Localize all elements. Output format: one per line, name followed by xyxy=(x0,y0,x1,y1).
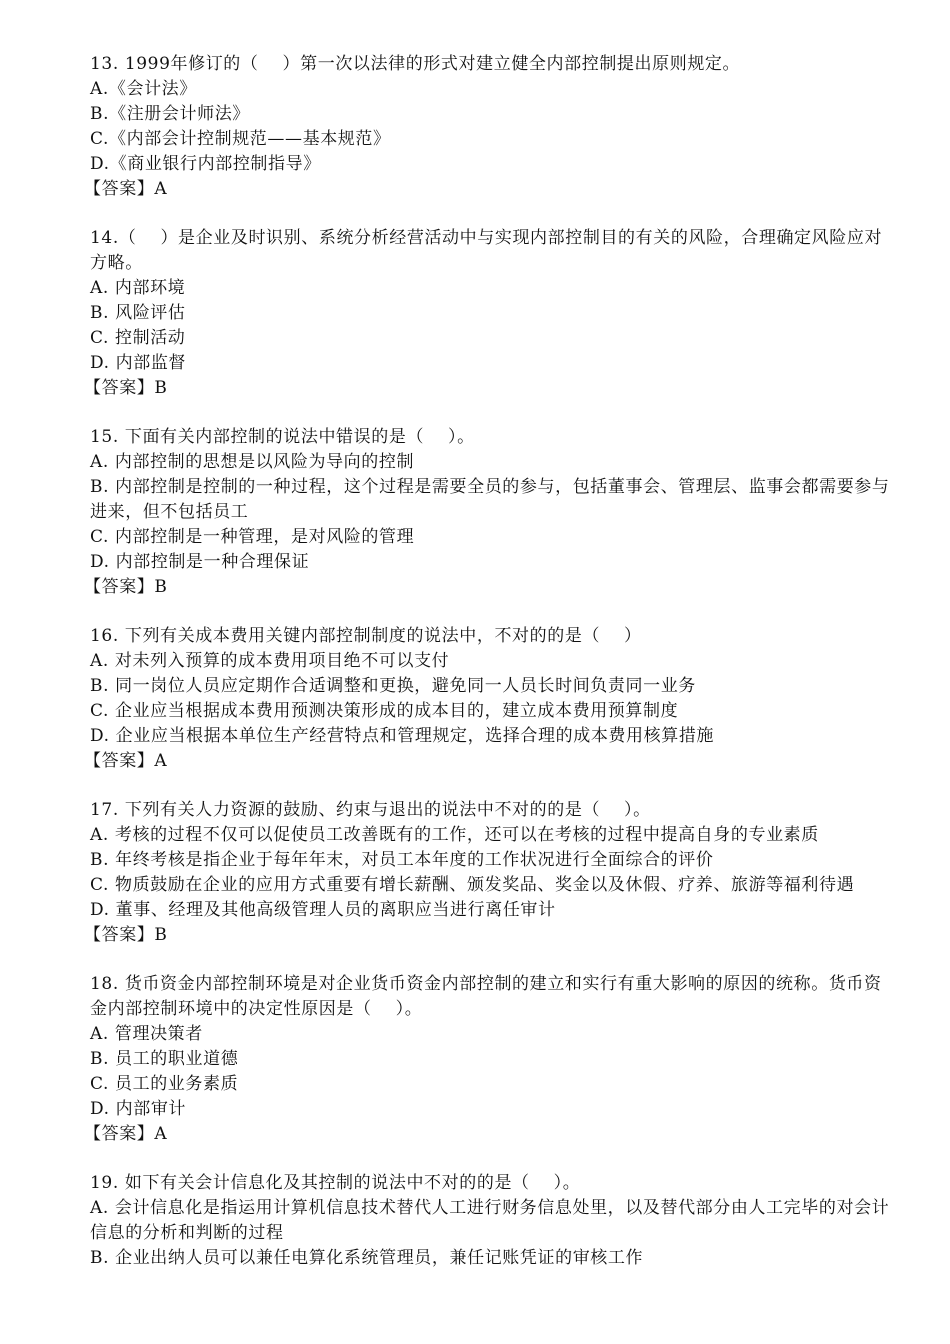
question-13 xyxy=(84,52,890,202)
option-b: B. 年终考核是指企业于每年年末，对员工本年度的工作状况进行全面综合的评价 xyxy=(90,850,714,870)
option-d: D.《商业银行内部控制指导》 xyxy=(90,154,321,174)
question-stem: 17. 下列有关人力资源的鼓励、约束与退出的说法中不对的的是（ ）。 xyxy=(90,800,651,820)
option-a: A. 考核的过程不仅可以促使员工改善既有的工作，还可以在考核的过程中提高自身的专业素质 xyxy=(90,825,819,845)
option-b: B. 内部控制是控制的一种过程，这个过程是需要全员的参与，包括董事会、管理层、监事会都需要参与进来，但不包括员工 xyxy=(90,477,890,522)
answer-line: 【答案】B xyxy=(84,577,168,597)
option-b: B. 企业出纳人员可以兼任电算化系统管理员，兼任记账凭证的审核工作 xyxy=(90,1248,644,1268)
question-stem: 18. 货币资金内部控制环境是对企业货币资金内部控制的建立和实行有重大影响的原因的统称。货币资金内部控制环境中的决定性原因是（ ）。 xyxy=(90,974,882,1019)
option-c: C. 员工的业务素质 xyxy=(90,1074,239,1094)
option-c: C. 物质鼓励在企业的应用方式重要有增长薪酬、颁发奖品、奖金以及休假、疗养、旅游等福利待遇 xyxy=(90,875,855,895)
option-b: B. 同一岗位人员应定期作合适调整和更换，避免同一人员长时间负责同一业务 xyxy=(90,676,696,696)
question-stem: 19. 如下有关会计信息化及其控制的说法中不对的的是（ ）。 xyxy=(90,1173,581,1193)
option-a: A.《会计法》 xyxy=(90,79,197,99)
option-a: A. 内部环境 xyxy=(90,278,186,298)
option-d: D. 内部审计 xyxy=(90,1099,187,1119)
option-a: A. 管理决策者 xyxy=(90,1024,203,1044)
document-page xyxy=(84,52,890,1295)
question-15 xyxy=(84,425,890,600)
option-a: A. 对未列入预算的成本费用项目绝不可以支付 xyxy=(90,651,450,671)
option-a: A. 会计信息化是指运用计算机信息技术替代人工进行财务信息处里，以及替代部分由人工完毕的对会计信息的分析和判断的过程 xyxy=(90,1198,890,1243)
answer-line: 【答案】A xyxy=(84,179,168,199)
question-18 xyxy=(84,972,890,1147)
option-d: D. 内部监督 xyxy=(90,353,187,373)
question-stem: 15. 下面有关内部控制的说法中错误的是（ ）。 xyxy=(90,427,475,447)
option-d: D. 内部控制是一种合理保证 xyxy=(90,552,310,572)
option-c: C.《内部会计控制规范——基本规范》 xyxy=(90,129,391,149)
option-c: C. 控制活动 xyxy=(90,328,186,348)
option-b: B. 员工的职业道德 xyxy=(90,1049,239,1069)
answer-line: 【答案】A xyxy=(84,1124,168,1144)
question-17 xyxy=(84,798,890,948)
answer-line: 【答案】B xyxy=(84,378,168,398)
option-a: A. 内部控制的思想是以风险为导向的控制 xyxy=(90,452,415,472)
answer-line: 【答案】A xyxy=(84,751,168,771)
option-d: D. 董事、经理及其他高级管理人员的离职应当进行离任审计 xyxy=(90,900,556,920)
question-stem: 13. 1999年修订的（ ）第一次以法律的形式对建立健全内部控制提出原则规定。 xyxy=(90,54,741,74)
question-stem: 14.（ ）是企业及时识别、系统分析经营活动中与实现内部控制目的有关的风险，合理确定风险应对方略。 xyxy=(90,228,883,273)
question-19 xyxy=(90,1171,890,1271)
question-14 xyxy=(84,226,890,401)
option-c: C. 内部控制是一种管理，是对风险的管理 xyxy=(90,527,415,547)
question-stem: 16. 下列有关成本费用关键内部控制制度的说法中，不对的的是（ ） xyxy=(90,626,642,646)
option-b: B. 风险评估 xyxy=(90,303,186,323)
option-c: C. 企业应当根据成本费用预测决策形成的成本目的，建立成本费用预算制度 xyxy=(90,701,679,721)
option-b: B.《注册会计师法》 xyxy=(90,104,250,124)
question-16 xyxy=(84,624,890,774)
answer-line: 【答案】B xyxy=(84,925,168,945)
option-d: D. 企业应当根据本单位生产经营特点和管理规定，选择合理的成本费用核算措施 xyxy=(90,726,715,746)
